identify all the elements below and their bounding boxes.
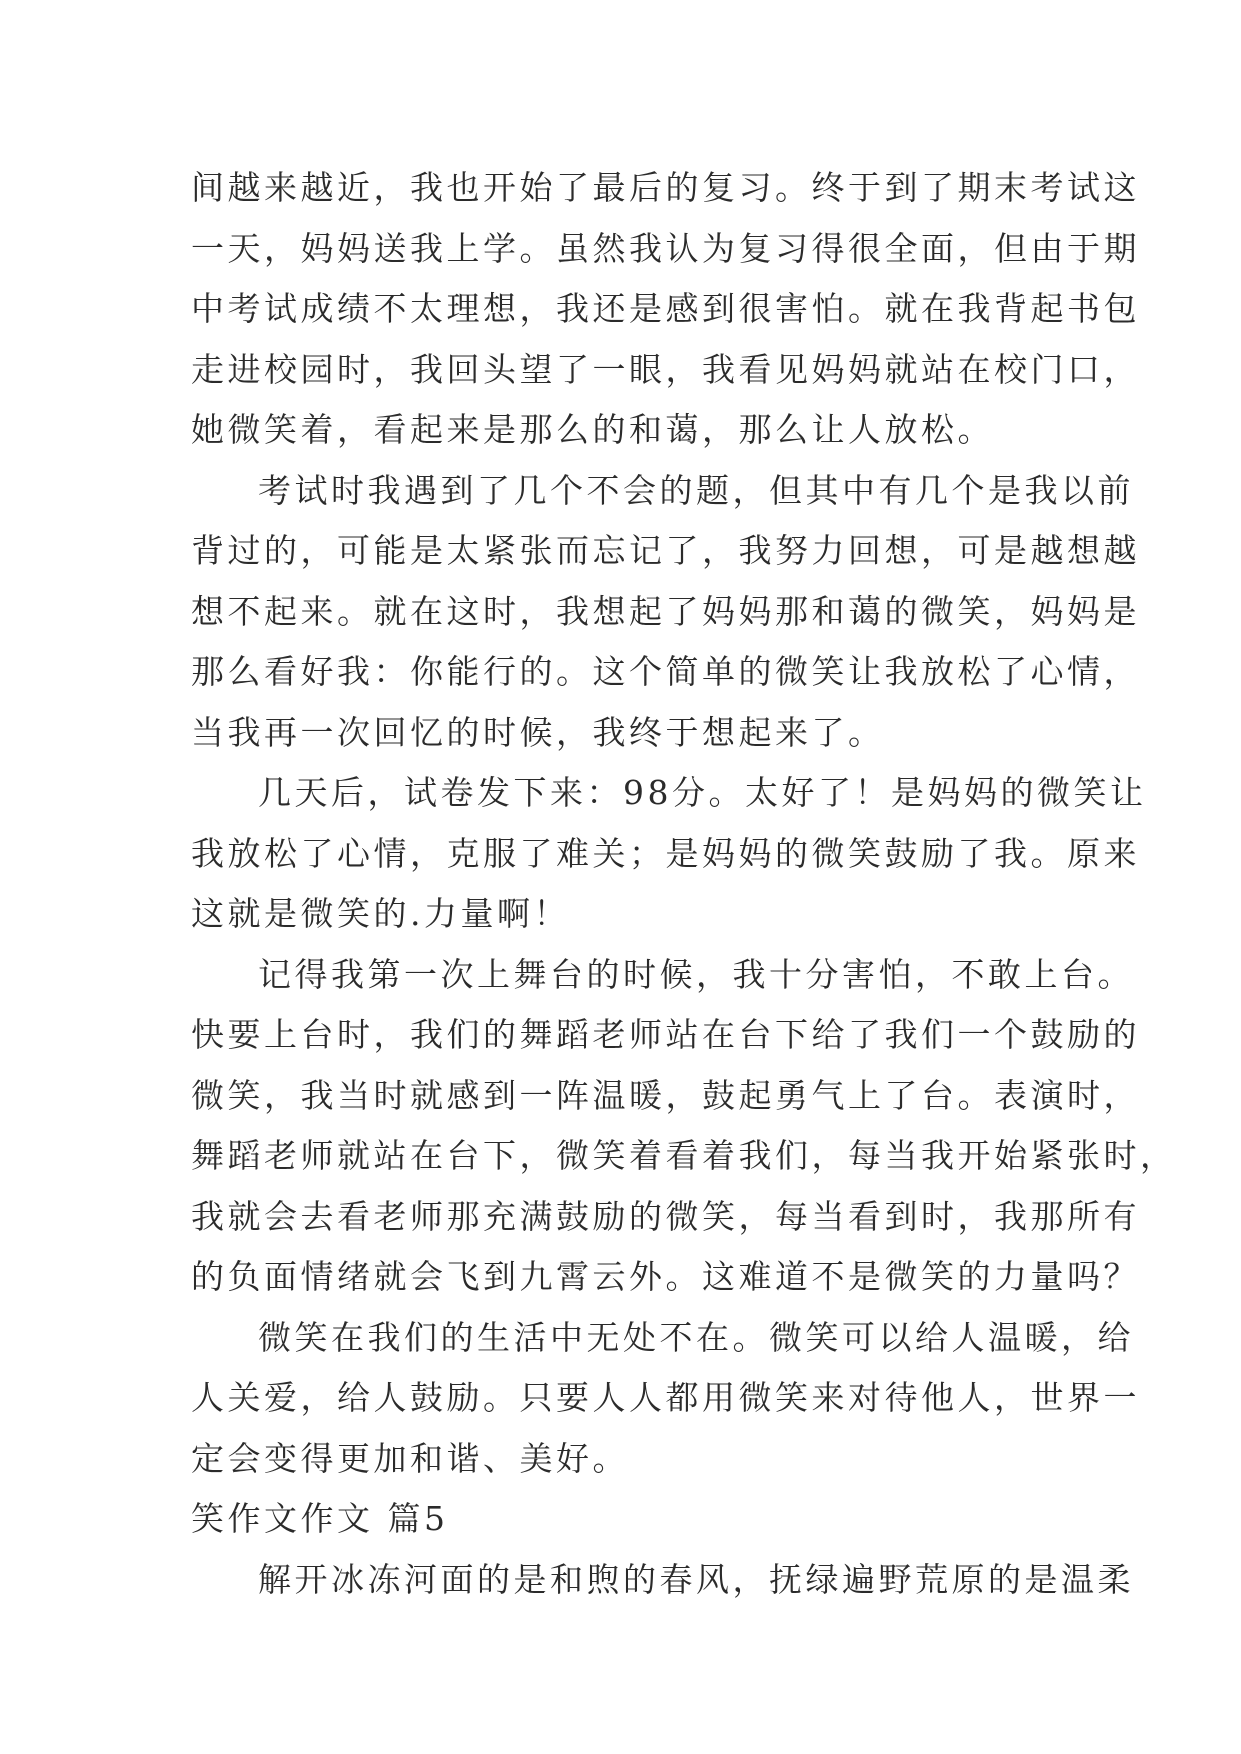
paragraph-start-line: 几天后，试卷发下来：98分。太好了！是妈妈的微笑让 — [258, 773, 1147, 812]
text-line: 我就会去看老师那充满鼓励的微笑，每当看到时，我那所有 — [191, 1196, 1140, 1236]
text-line: 这就是微笑的.力量啊！ — [191, 894, 570, 933]
text-line: 微笑，我当时就感到一阵温暖，鼓起勇气上了台。表演时， — [191, 1075, 1140, 1115]
text-line: 的负面情绪就会飞到九霄云外。这难道不是微笑的力量吗？ — [191, 1257, 1140, 1296]
text-line: 她微笑着，看起来是那么的和蔼，那么让人放松。 — [191, 410, 994, 449]
paragraph-start-line: 解开冰冻河面的是和煦的春风，抚绿遍野荒原的是温柔 — [258, 1559, 1134, 1599]
text-line: 间越来越近，我也开始了最后的复习。终于到了期末考试这 — [191, 168, 1140, 207]
paragraph-start-line: 考试时我遇到了几个不会的题，但其中有几个是我以前 — [258, 470, 1134, 510]
text-line: 舞蹈老师就站在台下，微笑着看着我们，每当我开始紧张时， — [191, 1136, 1177, 1175]
section-heading: 笑作文作文 篇5 — [191, 1499, 449, 1538]
text-line: 中考试成绩不太理想，我还是感到很害怕。就在我背起书包 — [191, 289, 1140, 328]
paragraph-start-line: 记得我第一次上舞台的时候，我十分害怕，不敢上台。 — [258, 954, 1134, 994]
text-line: 我放松了心情，克服了难关；是妈妈的微笑鼓励了我。原来 — [191, 833, 1140, 873]
text-line: 定会变得更加和谐、美好。 — [191, 1438, 629, 1478]
text-line: 一天，妈妈送我上学。虽然我认为复习得很全面，但由于期 — [191, 228, 1140, 268]
text-line: 快要上台时，我们的舞蹈老师站在台下给了我们一个鼓励的 — [191, 1015, 1140, 1054]
body-text — [191, 158, 1177, 1610]
text-line: 当我再一次回忆的时候，我终于想起来了。 — [191, 712, 885, 752]
text-line: 想不起来。就在这时，我想起了妈妈那和蔼的微笑，妈妈是 — [191, 591, 1140, 631]
paragraph-start-line: 微笑在我们的生活中无处不在。微笑可以给人温暖，给 — [258, 1317, 1134, 1357]
text-line: 人关爱，给人鼓励。只要人人都用微笑来对待他人，世界一 — [191, 1378, 1140, 1417]
text-line: 走进校园时，我回头望了一眼，我看见妈妈就站在校门口， — [191, 349, 1140, 389]
text-line: 那么看好我：你能行的。这个简单的微笑让我放松了心情， — [191, 652, 1140, 691]
text-line: 背过的，可能是太紧张而忘记了，我努力回想，可是越想越 — [191, 531, 1140, 570]
